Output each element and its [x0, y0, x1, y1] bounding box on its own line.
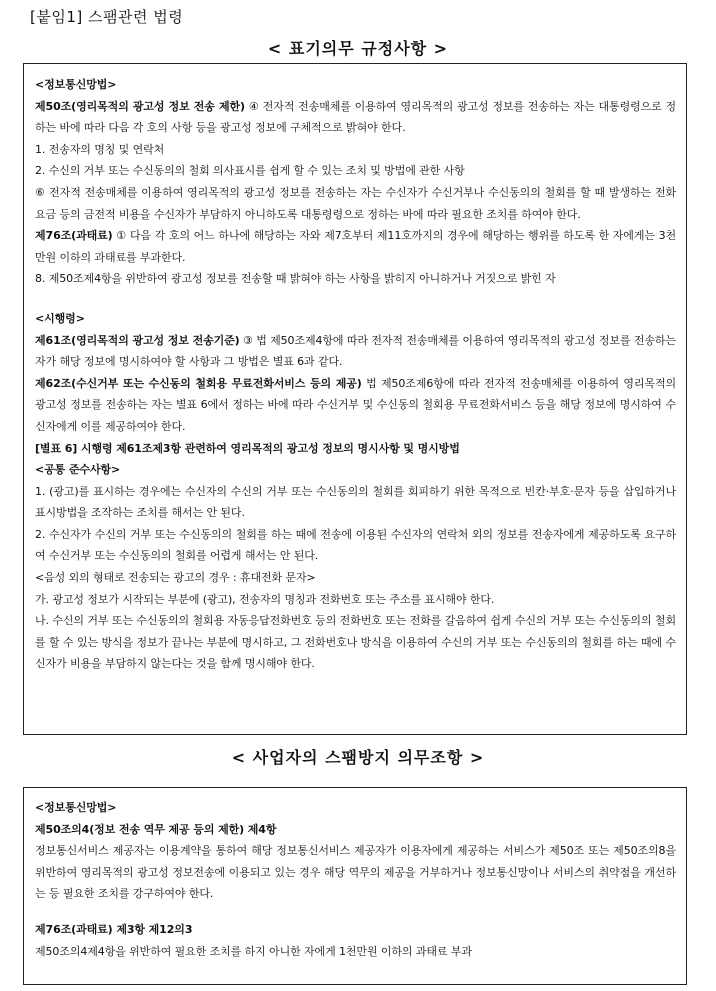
- article-50: [35, 96, 676, 139]
- article-76-body: ① 다음 각 호의 어느 하나에 해당하는 자와 제7호부터 제11호까지의 경우에 해당하는 행위를 하도록 한 자에게는 3천만원 이하의 과태료를 부과한다.: [35, 229, 676, 264]
- decree-heading: <시행령>: [35, 311, 85, 325]
- non-voice-heading: <음성 외의 형태로 전송되는 광고의 경우 : 휴대전화 문자>: [35, 571, 316, 585]
- article-76: [35, 225, 676, 268]
- article-50-4-title: 제50조의4(정보 전송 역무 제공 등의 제한) 제4항: [35, 822, 277, 836]
- article-76-3-body: 제50조의4제4항을 위반하여 필요한 조치를 하지 아니한 자에게 1천만원 이하의 과태료 부과: [35, 944, 472, 958]
- article-61: [35, 330, 676, 373]
- spacer: [35, 905, 676, 919]
- act-heading: <정보통신망법>: [35, 78, 117, 91]
- labeling-duty-box: [23, 63, 687, 735]
- article-50-4-body: 정보통신서비스 제공자는 이용계약을 통하여 해당 정보통신서비스 제공자가 이용자에게 제공하는 서비스가 제50조 또는 제50조의8을 위반하여 영리목적의 광고성 정보전송에 이용되고 있는 경우 해당 역무의 제공을 거부하거나 정보통신망이나 서비스의 취약점을 개선하는 등 필요한 조치를 강구하여야 한다.: [35, 844, 676, 901]
- section-title-spam-prevention: < 사업자의 스팸방지 의무조항 >: [231, 748, 485, 767]
- article-61-body: ③ 법 제50조제4항에 따라 전자적 전송매체를 이용하여 영리목적의 광고성 정보를 전송하는 자가 해당 정보에 명시하여야 할 사항과 그 방법은 별표 6과 같다.: [35, 333, 676, 369]
- article-76-item-8: 8. 제50조제4항을 위반하여 광고성 정보를 전송할 때 밝혀야 하는 사항을 밝히지 아니하거나 거짓으로 밝힌 자: [35, 272, 556, 286]
- article-76-3-title: 제76조(과태료) 제3항 제12의3: [35, 922, 193, 936]
- rule-na: 나. 수신의 거부 또는 수신동의의 철회용 자동응답전화번호 등의 전화번호 또는 전화를 갈음하여 쉽게 수신의 거부 또는 수신동의의 철회를 할 수 있는 방식을 정보가 끝나는 부분에 명시하고, 그 전화번호나 방식을 이용하여 수신의 거부 또는 수신동의의 철회를 하는 때에 수신자가 비용을 부담하지 않는다는 것을 함께 명시해야 한다.: [35, 614, 676, 671]
- table-6-title: [별표 6] 시행령 제61조제3항 관련하여 영리목적의 광고성 정보의 명시사항 및 명시방법: [35, 441, 460, 455]
- article-50-body: ④ 전자적 전송매체를 이용하여 영리목적의 광고성 정보를 전송하는 자는 대통령령으로 정하는 바에 따라 다음 각 호의 사항 등을 광고성 정보에 구체적으로 밝혀야 한다.: [35, 99, 677, 135]
- spacer: [35, 290, 676, 308]
- attachment-label: [붙임1] 스팸관련 법령: [30, 8, 184, 26]
- article-62-title: 제62조(수신거부 또는 수신동의 철회용 무료전화서비스 등의 제공): [35, 376, 362, 390]
- article-50-item-2: 2. 수신의 거부 또는 수신동의의 철회 의사표시를 쉽게 할 수 있는 조치 및 방법에 관한 사항: [35, 164, 465, 178]
- article-50-title: 제50조(영리목적의 광고성 정보 전송 제한): [35, 99, 245, 113]
- article-50-item-1: 1. 전송자의 명칭 및 연락처: [35, 142, 165, 156]
- article-62: [35, 373, 676, 438]
- article-50-paragraph-6: ⑥ 전자적 전송매체를 이용하여 영리목적의 광고성 정보를 전송하는 자는 수신자가 수신거부나 수신동의의 철회를 할 때 발생하는 전화요금 등의 금전적 비용을 수신자가 부담하지 아니하도록 대통령령으로 정하는 바에 따라 필요한 조치를 하여야 한다.: [35, 185, 676, 221]
- common-rules-heading: <공통 준수사항>: [35, 463, 121, 477]
- section-title-labeling-duty: < 표기의무 규정사항 >: [267, 39, 449, 58]
- common-rule-1: 1. (광고)를 표시하는 경우에는 수신자의 수신의 거부 또는 수신동의의 철회를 회피하기 위한 목적으로 빈칸·부호·문자 등을 삽입하거나 표시방법을 조작하는 조치를 해서는 안 된다.: [35, 484, 676, 520]
- article-62-body: 법 제50조제6항에 따라 전자적 전송매체를 이용하여 영리목적의 광고성 정보를 전송하는 자는 별표 6에서 정하는 바에 따라 수신거부 및 수신동의 철회용 무료전화서비스 등을 해당 정보에 명시하여 수신자에게 이를 제공하여야 한다.: [35, 376, 676, 433]
- spam-prevention-box: [23, 787, 687, 985]
- article-61-title: 제61조(영리목적의 광고성 정보 전송기준): [35, 333, 240, 347]
- common-rule-2: 2. 수신자가 수신의 거부 또는 수신동의의 철회를 하는 때에 전송에 이용된 수신자의 연락처 외의 정보를 전송자에게 제공하도록 요구하여 수신거부 또는 수신동의의 철회를 어렵게 해서는 안 된다.: [35, 527, 676, 563]
- rule-ga: 가. 광고성 정보가 시작되는 부분에 (광고), 전송자의 명칭과 전화번호 또는 주소를 표시해야 한다.: [35, 592, 495, 606]
- act-heading-2: <정보통신망법>: [35, 801, 117, 814]
- article-76-title: 제76조(과태료): [35, 229, 113, 243]
